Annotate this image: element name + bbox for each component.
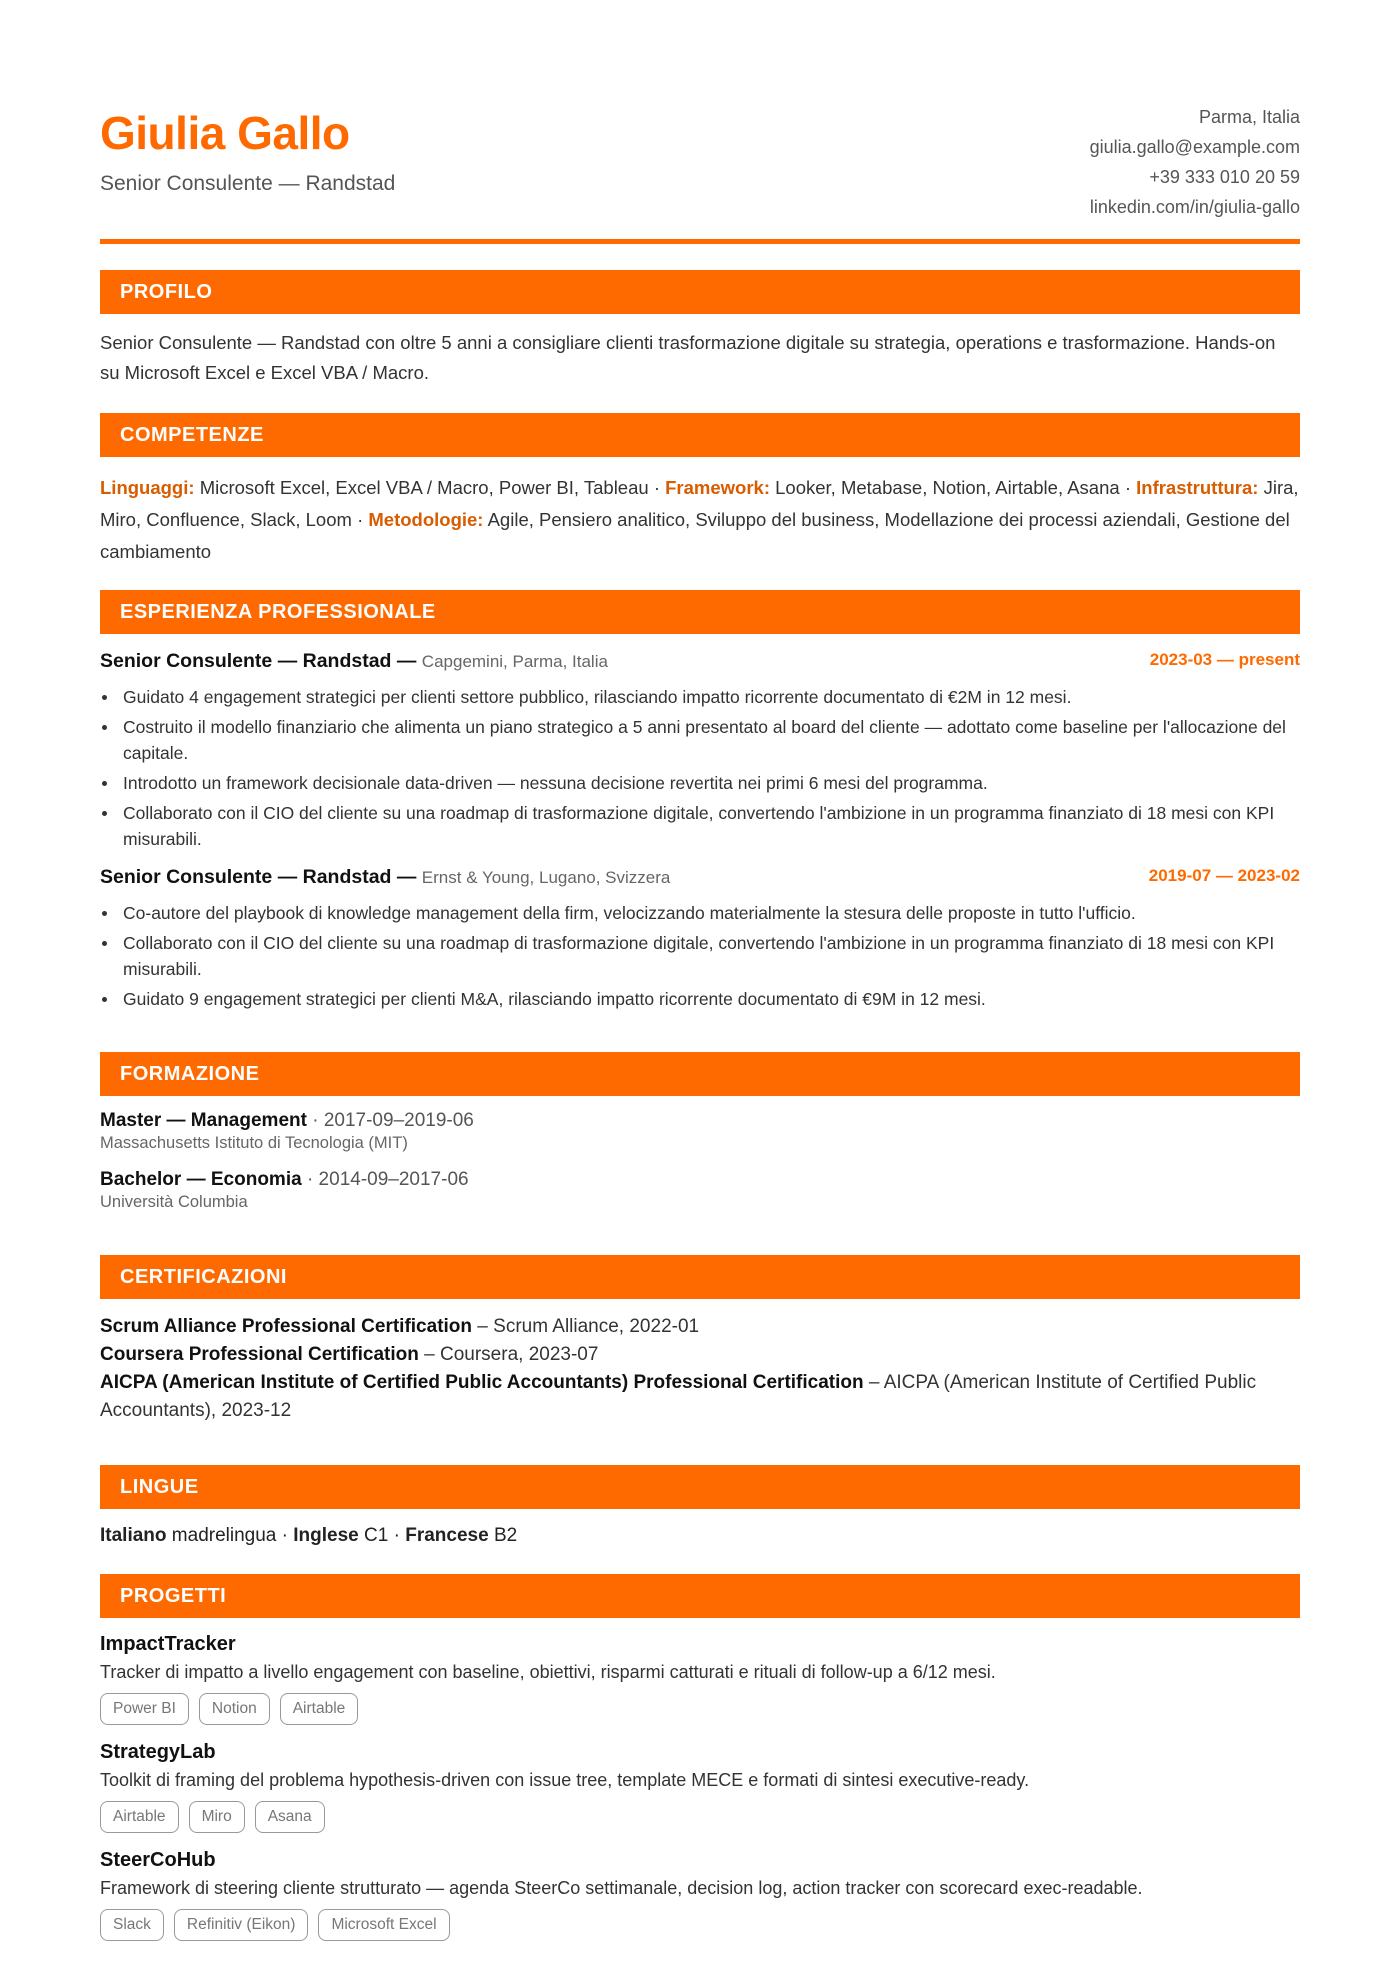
job-company: Capgemini, Parma, Italia bbox=[421, 652, 608, 671]
project-title: SteerCoHub bbox=[100, 1849, 216, 1871]
language-level: C1 bbox=[364, 1525, 389, 1546]
project-tags bbox=[100, 1801, 1300, 1833]
job-title: Senior Consulente — Randstad — bbox=[100, 866, 417, 888]
job-bullet: Collaborato con il CIO del cliente su una roadmap di trasformazione digitale, convertendo l'ambizione in un programma finanziato di 18 mesi con KPI misurabili. bbox=[100, 930, 1300, 982]
education-entry bbox=[100, 1169, 1300, 1212]
cert-name: AICPA (American Institute of Certified Public Accountants) Professional Certification bbox=[100, 1372, 864, 1393]
contact-email[interactable]: giulia.gallo@example.com bbox=[1089, 137, 1300, 157]
section-projects bbox=[100, 1574, 1300, 1941]
section-heading: PROGETTI bbox=[100, 1574, 1300, 1618]
project-tag: Airtable bbox=[100, 1801, 179, 1833]
project-description: Toolkit di framing del problema hypothesis-driven con issue tree, template MECE e formati di sintesi executive-ready. bbox=[100, 1770, 1030, 1790]
section-certifications bbox=[100, 1255, 1300, 1425]
job-bullet: Costruito il modello finanziario che alimenta un piano strategico a 5 anni presentato al board del cliente — adottato come baseline per l'allocazione del capitale. bbox=[100, 714, 1300, 766]
cert-item bbox=[100, 1313, 1300, 1341]
skill-label: Metodologie: bbox=[368, 509, 484, 530]
education-degree: Bachelor — Economia bbox=[100, 1169, 302, 1190]
contact-location: Parma, Italia bbox=[1198, 107, 1300, 127]
cert-name: Scrum Alliance Professional Certification bbox=[100, 1316, 473, 1337]
job-company: Ernst & Young, Lugano, Svizzera bbox=[421, 868, 671, 887]
language-separator: · bbox=[281, 1525, 288, 1546]
resume-header bbox=[100, 100, 1300, 240]
job-bullet: Collaborato con il CIO del cliente su una roadmap di trasformazione digitale, convertendo l'ambizione in un programma finanziato di 18 mesi con KPI misurabili. bbox=[100, 800, 1300, 852]
project-tag: Airtable bbox=[280, 1693, 359, 1725]
skill-items: Looker, Metabase, Notion, Airtable, Asana bbox=[775, 477, 1120, 498]
education-line bbox=[100, 1110, 1300, 1132]
project-tag: Microsoft Excel bbox=[318, 1909, 449, 1941]
project-title: ImpactTracker bbox=[100, 1633, 236, 1655]
job-bullet: Guidato 4 engagement strategici per clienti settore pubblico, rilasciando impatto ricorrente documentato di €2M in 12 mesi. bbox=[100, 684, 1300, 710]
cert-name: Coursera Professional Certification bbox=[100, 1344, 419, 1365]
cert-detail: – Coursera, 2023-07 bbox=[424, 1344, 599, 1365]
header-divider bbox=[100, 239, 1300, 244]
section-languages bbox=[100, 1465, 1300, 1551]
job-header bbox=[100, 650, 1300, 680]
section-heading: CERTIFICAZIONI bbox=[100, 1255, 1300, 1299]
contact-phone: +39 333 010 20 59 bbox=[1149, 167, 1300, 187]
skill-label: Framework: bbox=[665, 477, 770, 498]
language-separator: · bbox=[393, 1525, 400, 1546]
languages-line bbox=[100, 1521, 1300, 1551]
education-dates: · 2017-09–2019-06 bbox=[312, 1110, 474, 1131]
job-bullet: Guidato 9 engagement strategici per clienti M&A, rilasciando impatto ricorrente documentato di €9M in 12 mesi. bbox=[100, 986, 1300, 1012]
job-bullet: Introdotto un framework decisionale data-driven — nessuna decisione revertita nei primi 6 mesi del programma. bbox=[100, 770, 1300, 796]
project-tag: Power BI bbox=[100, 1693, 189, 1725]
education-dates: · 2014-09–2017-06 bbox=[306, 1169, 469, 1190]
project-tag: Asana bbox=[255, 1801, 325, 1833]
skill-separator: · bbox=[357, 509, 364, 530]
project-tag: Miro bbox=[189, 1801, 245, 1833]
section-experience bbox=[100, 590, 1300, 1016]
contact-block bbox=[1090, 102, 1300, 222]
project-tag: Slack bbox=[100, 1909, 164, 1941]
section-heading: COMPETENZE bbox=[100, 413, 1300, 457]
project-entry bbox=[100, 1633, 1300, 1725]
skill-items: Jira, Miro, Confluence, Slack, Loom bbox=[100, 477, 1299, 530]
job-date: 2023-03 — present bbox=[1149, 650, 1300, 669]
candidate-name: Giulia Gallo bbox=[100, 107, 350, 159]
project-description: Tracker di impatto a livello engagement con baseline, obiettivi, risparmi catturati e rituali di follow-up a 6/12 mesi. bbox=[100, 1662, 996, 1682]
language-name: Francese bbox=[405, 1525, 489, 1546]
skill-items: Agile, Pensiero analitico, Sviluppo del business, Modellazione dei processi aziendali, Gestione del cambiamento bbox=[100, 509, 1290, 562]
education-line bbox=[100, 1169, 1300, 1191]
cert-detail: – Scrum Alliance, 2022-01 bbox=[477, 1316, 700, 1337]
profile-text: Senior Consulente — Randstad con oltre 5 anni a consigliare clienti trasformazione digitale su strategia, operations e trasformazione. Hands-on su Microsoft Excel e Excel VBA / Macro. bbox=[100, 332, 1276, 383]
project-entry bbox=[100, 1741, 1300, 1833]
job-bullet: Co-autore del playbook di knowledge management della firm, velocizzando materialmente la stesura delle proposte in tutto l'ufficio. bbox=[100, 900, 1300, 926]
section-profile bbox=[100, 270, 1300, 388]
section-heading: LINGUE bbox=[100, 1465, 1300, 1509]
job-entry bbox=[100, 866, 1300, 1012]
job-bullets bbox=[100, 900, 1300, 1012]
skill-label: Infrastruttura: bbox=[1136, 477, 1259, 498]
section-heading: ESPERIENZA PROFESSIONALE bbox=[100, 590, 1300, 634]
skill-separator: · bbox=[653, 477, 660, 498]
project-tag: Notion bbox=[199, 1693, 270, 1725]
project-tags bbox=[100, 1693, 1300, 1725]
language-name: Inglese bbox=[293, 1525, 359, 1546]
education-degree: Master — Management bbox=[100, 1110, 307, 1131]
project-title: StrategyLab bbox=[100, 1741, 216, 1763]
resume-page bbox=[100, 100, 1300, 1933]
job-header bbox=[100, 866, 1300, 896]
section-heading: PROFILO bbox=[100, 270, 1300, 314]
project-entry bbox=[100, 1849, 1300, 1941]
language-name: Italiano bbox=[100, 1525, 167, 1546]
cert-item bbox=[100, 1369, 1300, 1425]
cert-item bbox=[100, 1341, 1300, 1369]
skill-items: Microsoft Excel, Excel VBA / Macro, Power BI, Tableau bbox=[199, 477, 649, 498]
language-level: B2 bbox=[493, 1525, 518, 1546]
skill-label: Linguaggi: bbox=[100, 477, 195, 498]
cert-list bbox=[100, 1313, 1300, 1425]
job-date: 2019-07 — 2023-02 bbox=[1148, 866, 1300, 885]
project-description: Framework di steering cliente strutturato — agenda SteerCo settimanale, decision log, action tracker con scorecard exec-readable. bbox=[100, 1878, 1143, 1898]
job-entry bbox=[100, 650, 1300, 852]
project-tags bbox=[100, 1909, 1300, 1941]
section-education bbox=[100, 1052, 1300, 1212]
education-school: Università Columbia bbox=[100, 1193, 248, 1211]
cert-detail: – AICPA (American Institute of Certified Public Accountants), 2023-12 bbox=[100, 1372, 1257, 1421]
skill-separator: · bbox=[1124, 477, 1131, 498]
education-school: Massachusetts Istituto di Tecnologia (MIT) bbox=[100, 1134, 408, 1152]
education-entry bbox=[100, 1110, 1300, 1153]
job-title: Senior Consulente — Randstad — bbox=[100, 650, 417, 672]
skills-text bbox=[100, 472, 1300, 568]
candidate-subtitle: Senior Consulente — Randstad bbox=[100, 172, 396, 195]
job-bullets bbox=[100, 684, 1300, 852]
section-skills bbox=[100, 413, 1300, 568]
contact-linkedin[interactable]: linkedin.com/in/giulia-gallo bbox=[1089, 197, 1300, 217]
section-heading: FORMAZIONE bbox=[100, 1052, 1300, 1096]
project-tag: Refinitiv (Eikon) bbox=[174, 1909, 309, 1941]
language-level: madrelingua bbox=[171, 1525, 277, 1546]
